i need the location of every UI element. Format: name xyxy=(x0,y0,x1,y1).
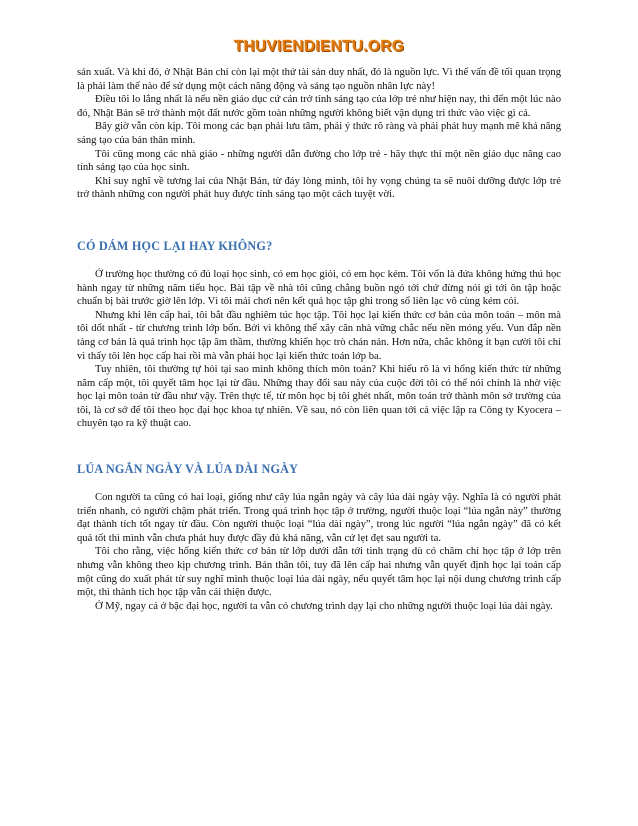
section-1-body xyxy=(77,268,561,431)
paragraph: sản xuất. Và khi đó, ở Nhật Bản chỉ còn lại một thứ tài sản duy nhất, đó là nguồn lực. Vì thế vấn đề tối quan trọng là phải làm thế nào để sử dụng một cách năng động và sáng tạo nguồn nhân lực này! xyxy=(77,67,561,92)
section-heading: LÚA NGẮN NGÀY VÀ LÚA DÀI NGÀY xyxy=(77,462,299,477)
paragraph: Khi suy nghĩ về tương lai của Nhật Bản, từ đáy lòng mình, tôi hy vọng chúng ta sẽ nuôi dưỡng được lớp trẻ trở thành những con người phát huy được tính sáng tạo một cách tuyệt vời. xyxy=(77,175,561,201)
paragraph: Ở trường học thường có đủ loại học sinh, có em học giỏi, có em học kém. Tôi vốn là đứa không hứng thú học hành ngay từ những năm tiểu học. Bài tập về nhà tôi cũng chẳng buồn ngó tới chứ đừng nói gì tới ôn tập hoặc chuẩn bị bài trước giờ lên lớp. Vì tôi mải chơi nên kết quả học tập ghi trong sổ liên lạc vô cùng kém cỏi. xyxy=(77,268,561,308)
intro-section xyxy=(77,66,561,202)
paragraph: Con người ta cũng có hai loại, giống như cây lúa ngắn ngày và cây lúa dài ngày vậy. Nghĩa là có người phát triển nhanh, có người chậm phát triển. Trong quá trình học tập ở trường, người thuộc loại “lúa ngắn này” thường đạt thành tích tốt ngay từ đầu. Còn người thuộc loại “lúa dài ngày”, trong lúc người “lúa ngắn ngày” đã có kết quả tốt thì mình vẫn chưa phát huy được đầy đủ khả năng, vẫn cứ lẹt đẹt sau người ta. xyxy=(77,492,561,544)
paragraph: Tôi cho rằng, việc hổng kiến thức cơ bản từ lớp dưới dẫn tới tình trạng dù có chăm chỉ học tập ở lớp trên nhưng vẫn không theo kịp chương trình. Bản thân tôi, tuy đã lên cấp hai nhưng vẫn quyết định học lại toán cấp một cũng do xuất phát từ suy nghĩ mình thuộc loại lúa dài ngày, nếu quyết tâm học lại nội dung chương trình cấp một, thì thành tích học tập vẫn cải thiện được. xyxy=(77,546,561,599)
paragraph: Điều tôi lo lắng nhất là nếu nền giáo dục cứ cản trở tính sáng tạo của lớp trẻ như hiện nay, thì đến một lúc nào đó, Nhật Bản sẽ trở thành một đất nước gồm toàn những người không biết vận dụng tri thức vào việc gì cả. xyxy=(77,94,561,119)
section-2-body xyxy=(77,491,561,613)
paragraph: Ở Mỹ, ngay cả ở bậc đại học, người ta vẫn có chương trình dạy lại cho những người thuộc loại lúa dài ngày. xyxy=(95,600,553,612)
paragraph: Tôi cũng mong các nhà giáo - những người dẫn đường cho lớp trẻ - hãy thực thi một nền giáo dục nâng cao tính sáng tạo của học sinh. xyxy=(77,148,561,174)
paragraph: Bây giờ vẫn còn kịp. Tôi mong các bạn phải lưu tâm, phải ý thức rõ ràng và phải phát huy mạnh mẽ khả năng sáng tạo của bản thân mình. xyxy=(77,121,561,146)
site-header-logo[interactable]: THUVIENDIENTU.ORG xyxy=(233,38,405,55)
section-heading: CÓ DÁM HỌC LẠI HAY KHÔNG? xyxy=(77,238,273,253)
paragraph: Nhưng khi lên cấp hai, tôi bắt đầu nghiêm túc học tập. Tôi học lại kiến thức cơ bản của môn toán – môn mà tôi dốt nhất - từ chương trình lớp bốn. Bởi vì không thể xây căn nhà vững chắc nếu nền móng yếu. Vun đắp nền tảng cơ bản là quá trình học tập âm thầm, thường khiến học trò chán nản. Hơn nữa, chắc không ít bạn cười tôi chỉ vì thấy tôi lên học cấp hai rồi mà vẫn phải học lại kiến thức toán lớp ba. xyxy=(77,309,561,362)
document-body xyxy=(77,66,561,613)
paragraph: Tuy nhiên, tôi thường tự hỏi tại sao mình không thích môn toán? Khi hiểu rõ là vì hổng kiến thức từ những năm cấp một, tôi quyết tâm học lại từ đầu. Những thay đổi sau này của cuộc đời tôi có thể nói chính là nhờ việc học lại môn toán từ đầu như vậy. Trên thực tế, từ môn học bị tôi ghét nhất, môn toán trở thành môn sở trường của tôi, là cơ sở để tôi theo học đại học khoa tự nhiên. Về sau, nó còn liên quan tới cả việc lập ra Công ty Kyocera – chuyên tạo ra kỹ thuật cao. xyxy=(77,364,561,430)
